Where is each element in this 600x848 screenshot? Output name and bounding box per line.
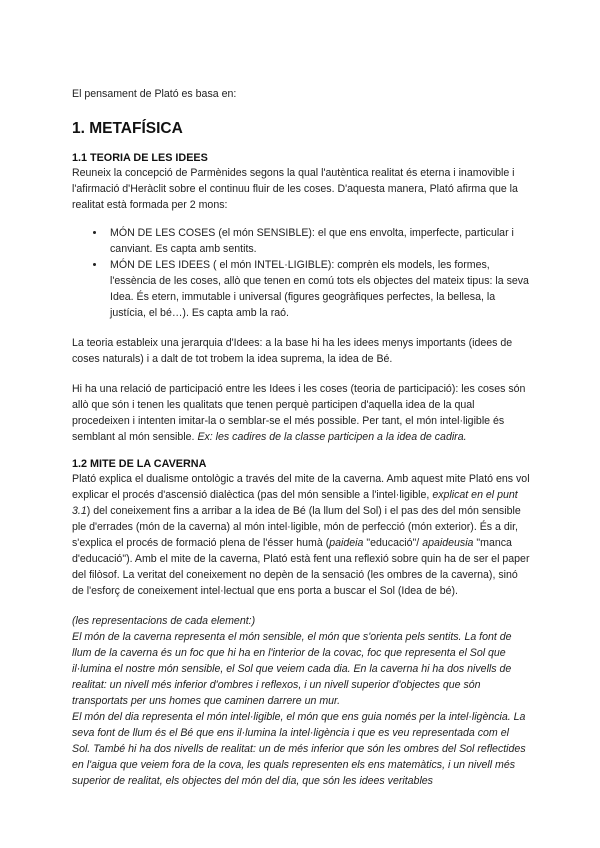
- representations-mon-dia: El món del dia representa el món intel·ligible, el món que ens guia només per la intel·ligència. La seva font de llum és el Bé que ens il·lumina la intel·ligència i que es veu representada com el Sol. També hi ha dos nivells de realitat: un de més inferior que són les ombres del Sol reflectides en l'aigua que veiem fora de la cova, les quals representen els ens matemàtics, i un nivell més superior de realitat, els objectes del món del dia, que són les idees veritables: [72, 711, 526, 787]
- representations-heading: (les representacions de cada element:): [72, 615, 256, 627]
- paragraph-jerarquia: La teoria estableix una jerarquia d'Idees: a la base hi ha les idees menys importants (idees de coses naturals) i a dalt de tot trobem la idea suprema, la idea de Bé.: [72, 337, 513, 365]
- mite-reference: explicat en el punt 3.1: [72, 489, 518, 517]
- paragraph-participacio: [72, 381, 530, 445]
- list-item-mon-coses: • MÓN DE LES COSES (el món SENSIBLE): el que ens envolta, imperfecte, particular i canviant. Es capta amb sentits.: [106, 225, 530, 257]
- section-title-metafisica: 1. METAFÍSICA: [72, 120, 183, 137]
- term-paideia: paideia: [329, 537, 364, 549]
- subsection-title-mite-caverna: 1.2 MITE DE LA CAVERNA: [72, 458, 207, 470]
- list-item-mon-idees: • MÓN DE LES IDEES ( el món INTEL·LIGIBLE): comprèn els models, les formes, l'essència de les coses, allò que tenen en comú tots els objectes del mateix tipus: la seva Idea. És etern, immutable i universal (figures geogràfiques perfectes, la bellesa, la justícia, el bé…). Es capta amb la raó.: [106, 257, 530, 321]
- paideia-gloss: "educació"/: [363, 537, 423, 549]
- intro-line: El pensament de Plató es basa en:: [72, 88, 237, 100]
- participacio-text: Hi ha una relació de participació entre les Idees i les coses (teoria de participació): les coses són allò que són i tenen les qualitats que tenen perquè participen d'aquella idea de la qual procedeixen i intenten imitar-la o semblar-se el més possible. Per tant, el món intel·ligible és semblant al món sensible.: [72, 383, 526, 443]
- term-apaideusia: apaideusia: [422, 537, 474, 549]
- mite-text-b: ) del coneixement fins a arribar a la idea de Bé (la llum del Sol) i el pas des del món sensible ple d'errades (món de la caverna) al món intel·ligible, món de perfecció (món exterior). És a dir, s'explica el procés de formació plena de l'ésser humà (: [72, 505, 521, 549]
- two-worlds-list: [72, 225, 530, 321]
- participacio-example: Ex: les cadires de la classe participen a la idea de cadira.: [197, 431, 467, 443]
- mite-text-c: "manca d'educació"). Amb el mite de la caverna, Plató està fent una reflexió sobre quin ha de ser el paper del filòsof. La veritat del coneixement no depèn de la sensació (les ombres de la caverna), sinó de l'esforç de coneixement intel·lectual que ens porta a buscar el Sol (Idea de bé).: [72, 537, 530, 597]
- representations-caverna: El món de la caverna representa el món sensible, el món que s'orienta pels sentits. La font de llum de la caverna és un foc que hi ha en l'interior de la covac, foc que representa el Sol que il·lumina el nostre món sensible, el Sol que veiem cada dia. En la caverna hi ha dos nivells de realitat: un nivell més inferior d'ombres i reflexos, i un nivell superior d'objectes que són transportats per uns homes que caminen darrere un mur.: [72, 631, 512, 707]
- paragraph-mite-caverna: [72, 471, 530, 599]
- mite-text-a: Plató explica el dualisme ontològic a través del mite de la caverna. Amb aquest mite Plató ens vol explicar el procés d'ascensió dialèctica (pas del món sensible a l'intel·ligible,: [72, 473, 530, 501]
- subsection-title-teoria-idees: 1.1 TEORIA DE LES IDEES: [72, 152, 208, 164]
- paragraph-teoria-intro: Reuneix la concepció de Parmènides segons la qual l'autèntica realitat és eterna i inamovible i l'afirmació d'Heràclit sobre el continuu fluir de les coses. D'aquesta manera, Plató afirma que la realitat està formada per 2 mons:: [72, 167, 518, 211]
